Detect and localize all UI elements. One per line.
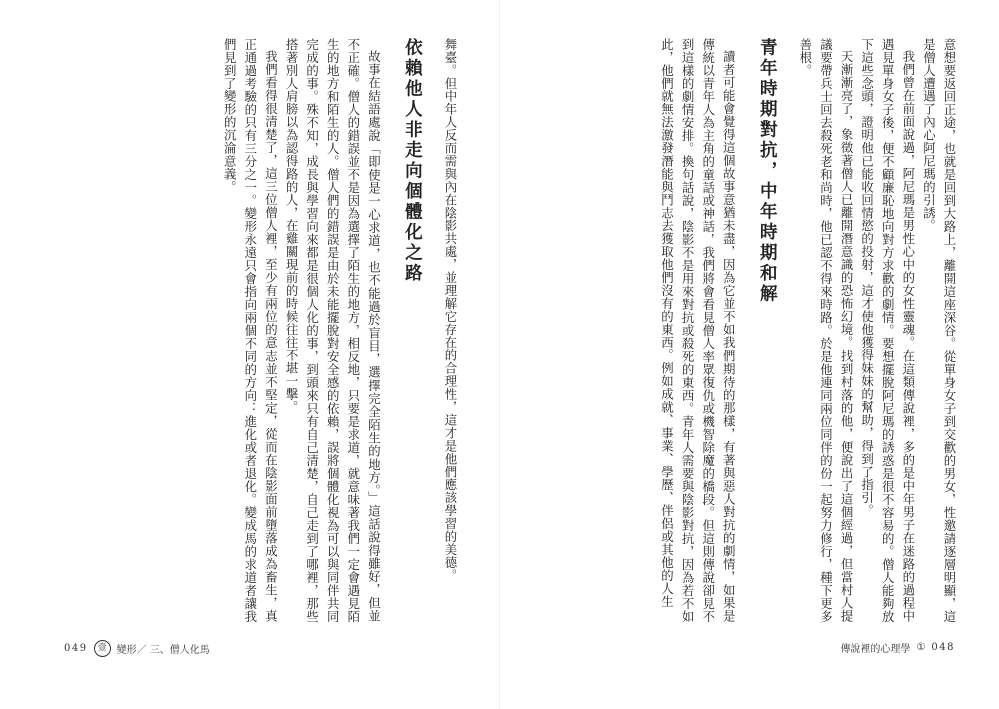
paragraph: 我們看得很清楚了，這三位僧人裡，至少有兩位的意志並不堅定，從而在陰影面前墮落成為畜生，真正通過考驗的只有三分之一。變形永遠只會指向兩個不同的方向：進化或者退化。變成馬的求道者讓我們見到了變形的沉淪意義。 [222, 38, 279, 623]
chapter-mark: 壹 [94, 640, 111, 657]
left-page [0, 0, 499, 709]
volume-mark: ① [916, 642, 926, 653]
running-header: 變形／ 三、僧人化馬 [116, 645, 210, 656]
right-page-footer [840, 640, 955, 655]
paragraph: 意想要返回正途，也就是回到大路上，離開這座深谷。從單身女子到交歡的男女，性邀請逐層明顯，這是僧人遭遇了內心阿尼瑪的引誘。 [921, 38, 957, 623]
left-page-footer [64, 640, 210, 657]
paragraph: 舞臺。但中年人反而需與內在陰影共處，並理解它存在的合理性，這才是他們應該學習的美德。 [443, 38, 458, 582]
section-heading: 青年時期對抗，中年時期和解 [757, 38, 778, 305]
page-number: 048 [931, 642, 955, 653]
right-page-text [539, 38, 959, 623]
page-number: 049 [64, 643, 88, 654]
section-heading: 依賴他人非走向個體化之路 [402, 38, 423, 284]
left-page-text [40, 38, 460, 623]
book-title: 傳說裡的心理學 [840, 644, 911, 655]
paragraph: 故事在結語處說「即使是一心求道，也不能過於盲目，選擇完全陌生的地方。」這話說得雖好，但並不正確。僧人的錯誤並不是因為選擇了陌生的地方，相反地，只要是求道，就意味著我們一定會遇見陌生的地方和陌生的人。僧人們的錯誤是由於未能擺脫對安全感的依賴，誤將個體化視為可以與同伴共同完成的事。殊不知，成長與學習向來都是很個人化的事，到頭來只有自己清楚，自己走到了哪裡，那些搭著別人肩膀以為認得路的人，在雞關現前的時候往往不堪一擊。 [284, 38, 382, 623]
paragraph: 讀者可能會覺得這個故事意猶未盡，因為它並不如我們期待的那樣，有著與惡人對抗的劇情，如果是傳統以青年人為主角的童話或神話，我們將會看見僧人率眾復仇或機智除魔的橋段。但這則傳說卻見不到這樣的劇情安排。換句話說，陰影不是用來對抗或殺死的東西。青年人需要與陰影對抗，因為若不如此，他們就無法激發潛能與鬥志去獲取他們沒有的東西。例如成就、事業、學歷、伴侶或其他的人生 [659, 38, 737, 623]
right-page [499, 0, 999, 709]
book-gutter [499, 0, 500, 709]
paragraph: 天漸漸亮了，象徵著僧人已離開潛意識的恐怖幻境。找到村落的他，便說出了這個經過，但當村人提議要帶兵士回去殺死老和尚時，他已認不得來時路。於是他連同兩位同伴的份一起努力修行，種下更多善根。 [797, 38, 855, 623]
paragraph: 我們曾在前面說過，阿尼瑪是男性心中的女性靈魂。在這類傳說裡，多的是中年男子在迷路的過程中遇見單身女子後，便不顧廉恥地向對方求歡的劇情。要想擺脫阿尼瑪的誘惑是很不容易的。僧人能夠放下這些念頭，證明他已能收回情慾的投射，這才使他獲得妹妹的幫助，得到了指引。 [859, 38, 916, 623]
